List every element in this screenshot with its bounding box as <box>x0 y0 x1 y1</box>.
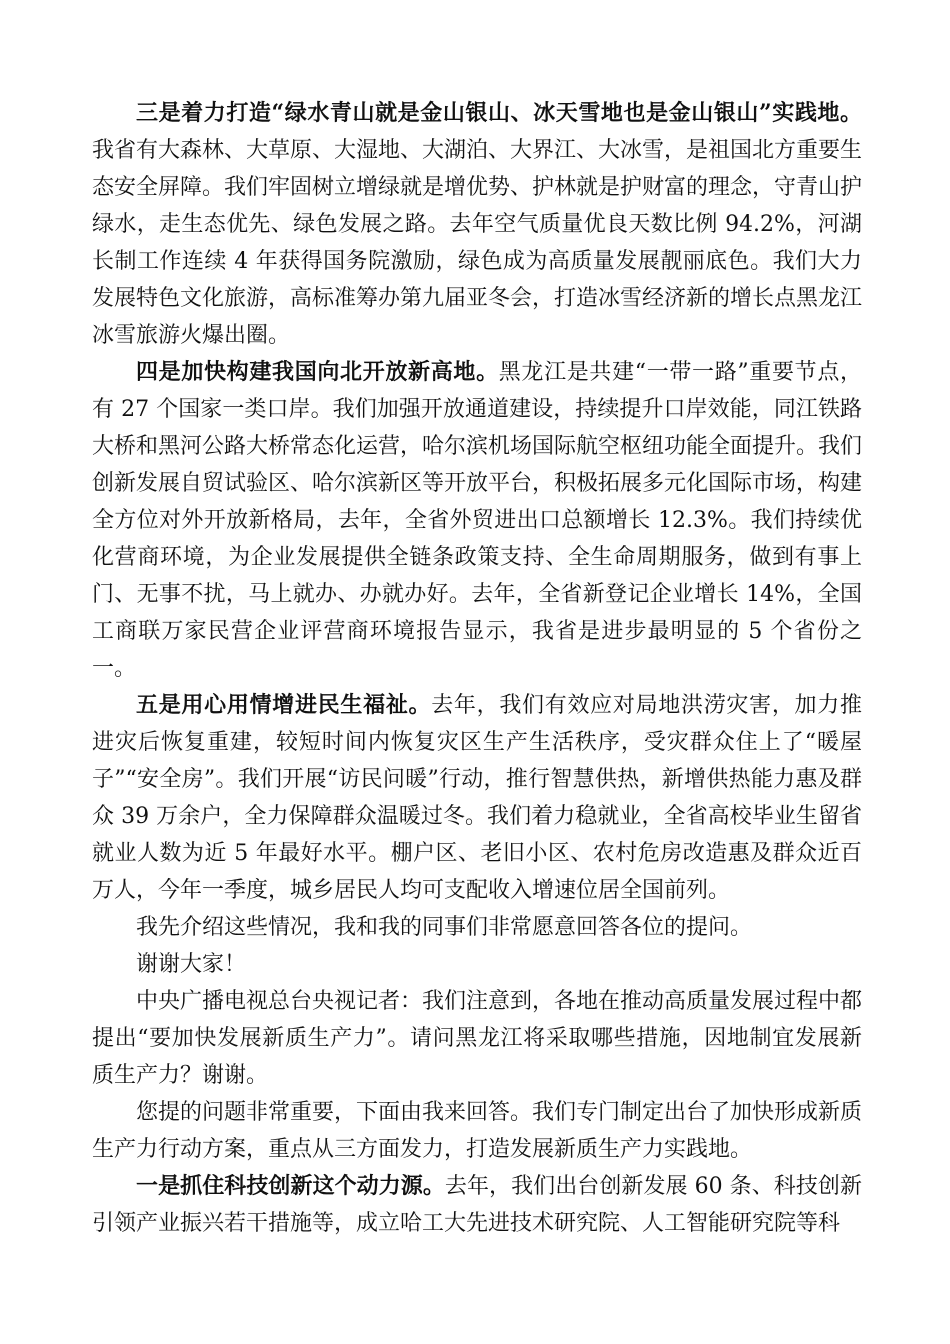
paragraph-lead: 三是着力打造“绿水青山就是金山银山、冰天雪地也是金山银山”实践地。 <box>136 100 862 126</box>
paragraph-text: 黑龙江是共建“一带一路”重要节点，有 27 个国家一类口岸。我们加强开放通道建设，持续提升口岸效能，同江铁路大桥和黑河公路大桥常态化运营，哈尔滨机场国际航空枢纽功能全面提升。我们创新发展自贸试验区、哈尔滨新区等开放平台，积极拓展多元化国际市场，构建全方位对外开放新格局，去年，全省外贸进出口总额增长 12.3%。我们持续优化营商环境，为企业发展提供全链条政策支持、全生命周期服务，做到有事上门、无事不扰，马上就办、办就办好。去年，全省新登记企业增长 14%，全国工商联万家民营企业评营商环境报告显示，我省是进步最明显的 5 个省份之一。 <box>92 360 863 681</box>
paragraph-text: 去年，我们出台创新发展 60 条、科技创新引领产业振兴若干措施等，成立哈工大先进技术研究院、人工智能研究院等科 <box>92 1174 862 1236</box>
paragraph-lead: 五是用心用情增进民生福祉。 <box>136 692 432 718</box>
paragraph-thanks <box>92 946 862 983</box>
paragraph-text: 我先介绍这些情况，我和我的同事们非常愿意回答各位的提问。 <box>136 915 753 940</box>
paragraph-text: 我省有大森林、大草原、大湿地、大湖泊、大界江、大冰雪，是祖国北方重要生态安全屏障。我们牢固树立增绿就是增优势、护林就是护财富的理念，守青山护绿水，走生态优先、绿色发展之路。去年空气质量优良天数比例 94.2%，河湖长制工作连续 4 年获得国务院激励，绿色成为高质量发展靓丽底色。我们大力发展特色文化旅游，高标准筹办第九届亚冬会，打造冰雪经济新的增长点黑龙江冰雪旅游火爆出圈。 <box>92 138 863 348</box>
paragraph-question <box>92 983 862 1094</box>
paragraph-intro-close <box>92 909 862 946</box>
paragraph-opening-up <box>92 354 862 687</box>
paragraph-answer <box>92 1094 862 1168</box>
paragraph-text: 您提的问题非常重要，下面由我来回答。我们专门制定出台了加快形成新质生产力行动方案，重点从三方面发力，打造发展新质生产力实践地。 <box>92 1100 863 1162</box>
paragraph-text: 中央广播电视总台央视记者：我们注意到，各地在推动高质量发展过程中都提出“要加快发展新质生产力”。请问黑龙江将采取哪些措施，因地制宜发展新质生产力？谢谢。 <box>92 989 863 1088</box>
paragraph-ecology <box>92 95 862 354</box>
paragraph-text: 去年，我们有效应对局地洪涝灾害，加力推进灾后恢复重建，较短时间内恢复灾区生产生活秩序，受灾群众住上了“暖屋子”“安全房”。我们开展“访民问暖”行动，推行智慧供热，新增供热能力惠及群众 39 万余户，全力保障群众温暖过冬。我们着力稳就业，全省高校毕业生留省就业人数为近 5 年最好水平。棚户区、老旧小区、农村危房改造惠及群众近百万人，今年一季度，城乡居民人均可支配收入增速位居全国前列。 <box>92 693 862 903</box>
paragraph-lead: 一是抓住科技创新这个动力源。 <box>136 1173 445 1199</box>
paragraph-innovation <box>92 1168 862 1242</box>
paragraph-livelihood <box>92 687 862 909</box>
paragraph-lead: 四是加快构建我国向北开放新高地。 <box>136 359 499 385</box>
document-body <box>92 95 862 1242</box>
paragraph-text: 谢谢大家！ <box>136 952 247 977</box>
